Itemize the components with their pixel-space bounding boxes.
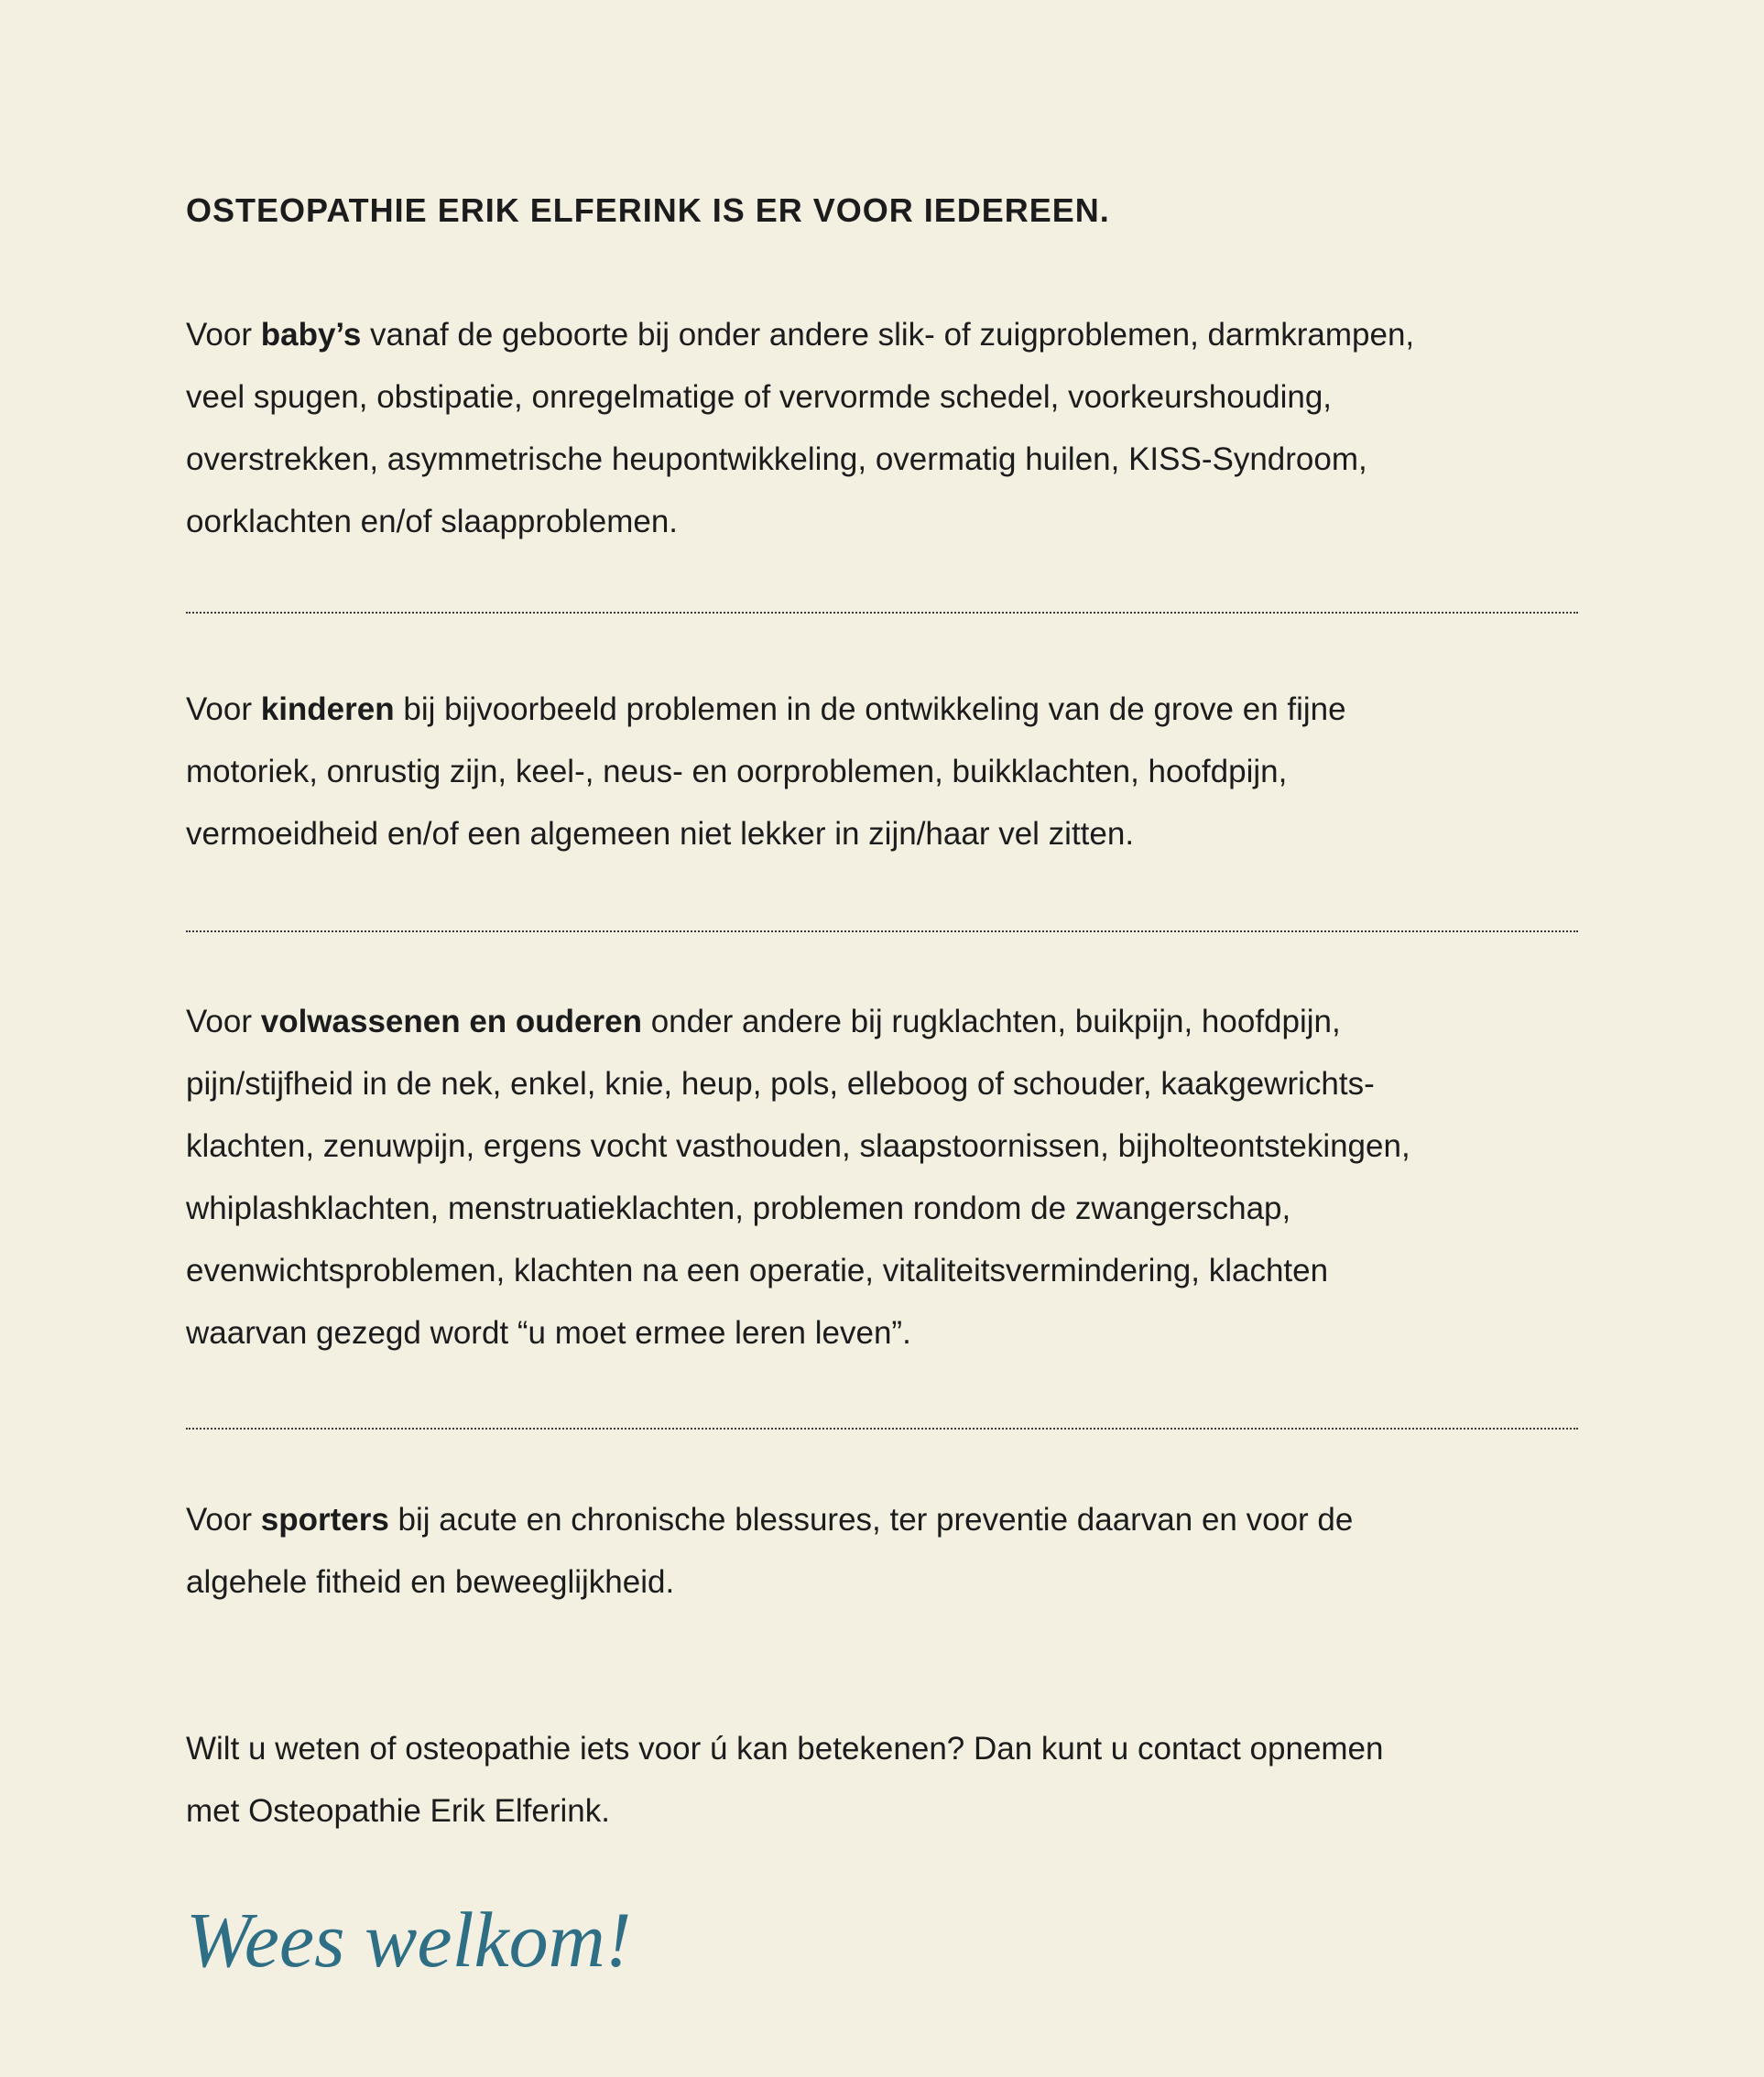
text-segment: onder andere bij rugklachten, buikpijn, hoofdpijn, (641, 1004, 1341, 1039)
highlight-sporters: sporters (260, 1502, 389, 1538)
section-sporters (186, 1489, 1578, 1614)
text-segment: bij acute en chronische blessures, ter preventie daarvan en voor de (388, 1502, 1354, 1538)
text-line: vermoeidheid en/of een algemeen niet lekker in zijn/haar vel zitten. (186, 816, 1135, 852)
text-line: met Osteopathie Erik Elferink. (186, 1793, 610, 1829)
section-contact (186, 1718, 1578, 1843)
text-line (186, 1489, 1578, 1551)
text-segment: bij bijvoorbeeld problemen in de ontwikkeling van de grove en fijne (394, 691, 1346, 727)
text-segment: vanaf de geboorte bij onder andere slik- of zuigproblemen, darmkrampen, (361, 317, 1415, 353)
section-volwassenen (186, 991, 1578, 1365)
highlight-volwassenen: volwassenen en ouderen (260, 1004, 642, 1039)
highlight-babys: baby’s (260, 317, 362, 353)
dotted-divider (186, 1428, 1578, 1430)
dotted-divider (186, 930, 1578, 932)
section-kinderen (186, 679, 1578, 865)
section-babys (186, 304, 1578, 553)
text-line: whiplashklachten, menstruatieklachten, problemen rondom de zwangerschap, (186, 1191, 1291, 1226)
text-line (186, 991, 1578, 1053)
text-line: veel spugen, obstipatie, onregelmatige of vervormde schedel, voorkeurshouding, (186, 379, 1333, 415)
text-line: waarvan gezegd wordt “u moet ermee leren leven”. (186, 1315, 911, 1351)
text-line: evenwichtsproblemen, klachten na een operatie, vitaliteitsvermindering, klachten (186, 1253, 1329, 1289)
closing-greeting: Wees welkom! (186, 1896, 632, 1984)
text-line: algehele fitheid en beweeglijkheid. (186, 1564, 675, 1600)
text-line: klachten, zenuwpijn, ergens vocht vasthouden, slaapstoornissen, bijholteontstekingen, (186, 1128, 1410, 1164)
text-segment: Voor (186, 1502, 261, 1538)
text-segment: Voor (186, 317, 261, 353)
text-line (186, 304, 1578, 366)
dotted-divider (186, 612, 1578, 614)
text-segment: Voor (186, 1004, 261, 1039)
text-line: Wilt u weten of osteopathie iets voor ú kan betekenen? Dan kunt u contact opnemen (186, 1731, 1384, 1767)
text-line: pijn/stijfheid in de nek, enkel, knie, heup, pols, elleboog of schouder, kaakgewrichts- (186, 1066, 1375, 1102)
text-line: motoriek, onrustig zijn, keel-, neus- en oorproblemen, buikklachten, hoofdpijn, (186, 754, 1288, 789)
page-heading: OSTEOPATHIE ERIK ELFERINK IS ER VOOR IEDEREEN. (186, 191, 1110, 229)
text-line (186, 679, 1578, 741)
text-line: overstrekken, asymmetrische heupontwikkeling, overmatig huilen, KISS-Syndroom, (186, 441, 1367, 477)
text-line: oorklachten en/of slaapproblemen. (186, 504, 679, 539)
highlight-kinderen: kinderen (260, 691, 395, 727)
text-segment: Voor (186, 691, 261, 727)
